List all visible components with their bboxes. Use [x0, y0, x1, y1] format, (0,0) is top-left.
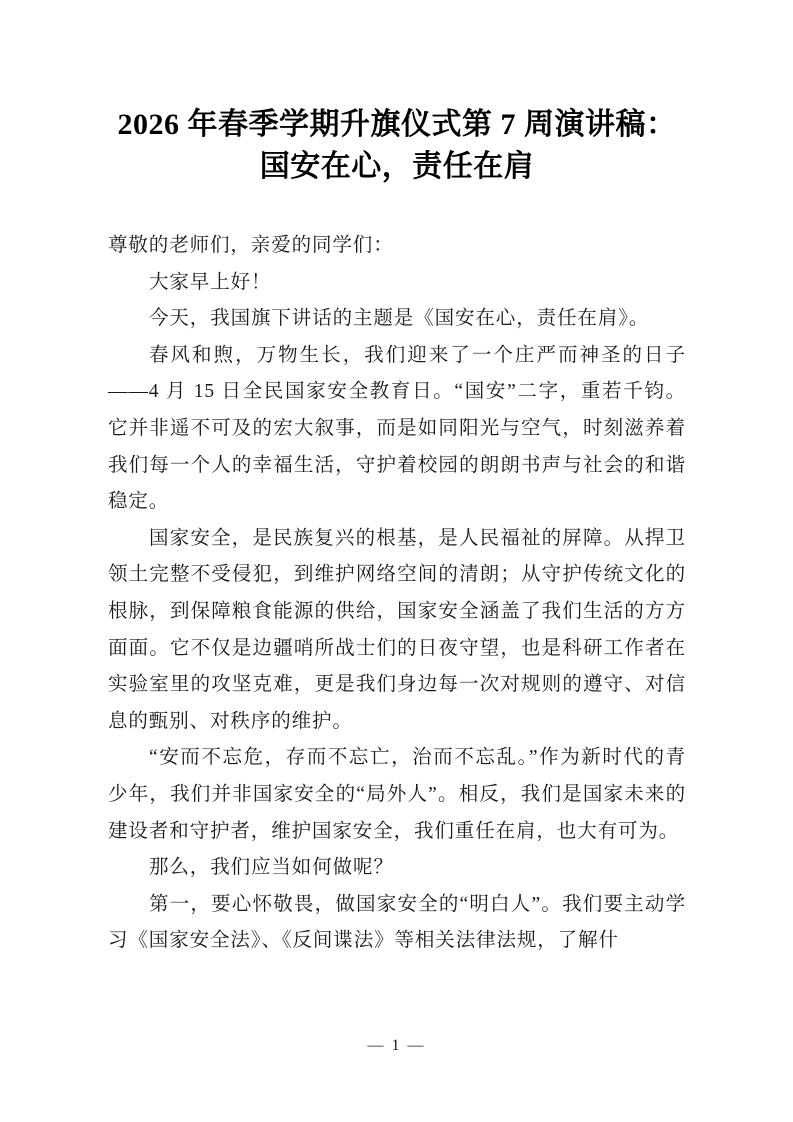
paragraph-question: 那么，我们应当如何做呢？: [149, 857, 394, 879]
paragraph-youth-responsibility: “安而不忘危，存而不忘亡，治而不忘乱。”作为新时代的青少年，我们并非国家安全的“局外人”。相反，我们是国家未来的建设者和守护者，维护国家安全，我们重任在肩，也大有可为。: [108, 747, 686, 842]
page-title-line-2: 国安在心，责任在肩: [259, 150, 535, 183]
paragraph-spring-security-day: 春风和煦，万物生长，我们迎来了一个庄严而神圣的日子——4 月 15 日全民国家安全教育日。“国安”二字，重若千钧。它并非遥不可及的宏大叙事，而是如同阳光与空气，时刻滋养着我们每一个人的幸福生活，守护着校园的朗朗书声与社会的和谐稳定。: [108, 344, 686, 513]
paragraph-greeting: 大家早上好！: [149, 271, 272, 293]
paragraph-national-security-scope: 国家安全，是民族复兴的根基，是人民福祉的屏障。从捍卫领土完整不受侵犯，到维护网络空间的清朗；从守护传统文化的根脉，到保障粮食能源的供给，国家安全涵盖了我们生活的方方面面。它不仅是边疆哨所战士们的日夜守望，也是科研工作者在实验室里的攻坚克难，更是我们身边每一次对规则的遵守、对信息的甄别、对秩序的维护。: [108, 527, 686, 732]
page-title-line-1: 2026 年春季学期升旗仪式第 7 周演讲稿：: [117, 108, 677, 141]
paragraph-salutation: 尊敬的老师们，亲爱的同学们：: [108, 235, 394, 256]
page-number-footer: — 1 —: [367, 1037, 426, 1054]
document-body: [108, 228, 686, 960]
paragraph-point-one: 第一，要心怀敬畏，做国家安全的“明白人”。我们要主动学习《国家安全法》、《反间谍法》等相关法律法规，了解什: [108, 893, 686, 952]
page-title: [108, 104, 686, 188]
paragraph-theme: 今天，我国旗下讲话的主题是《国安在心，责任在肩》。: [149, 308, 650, 330]
